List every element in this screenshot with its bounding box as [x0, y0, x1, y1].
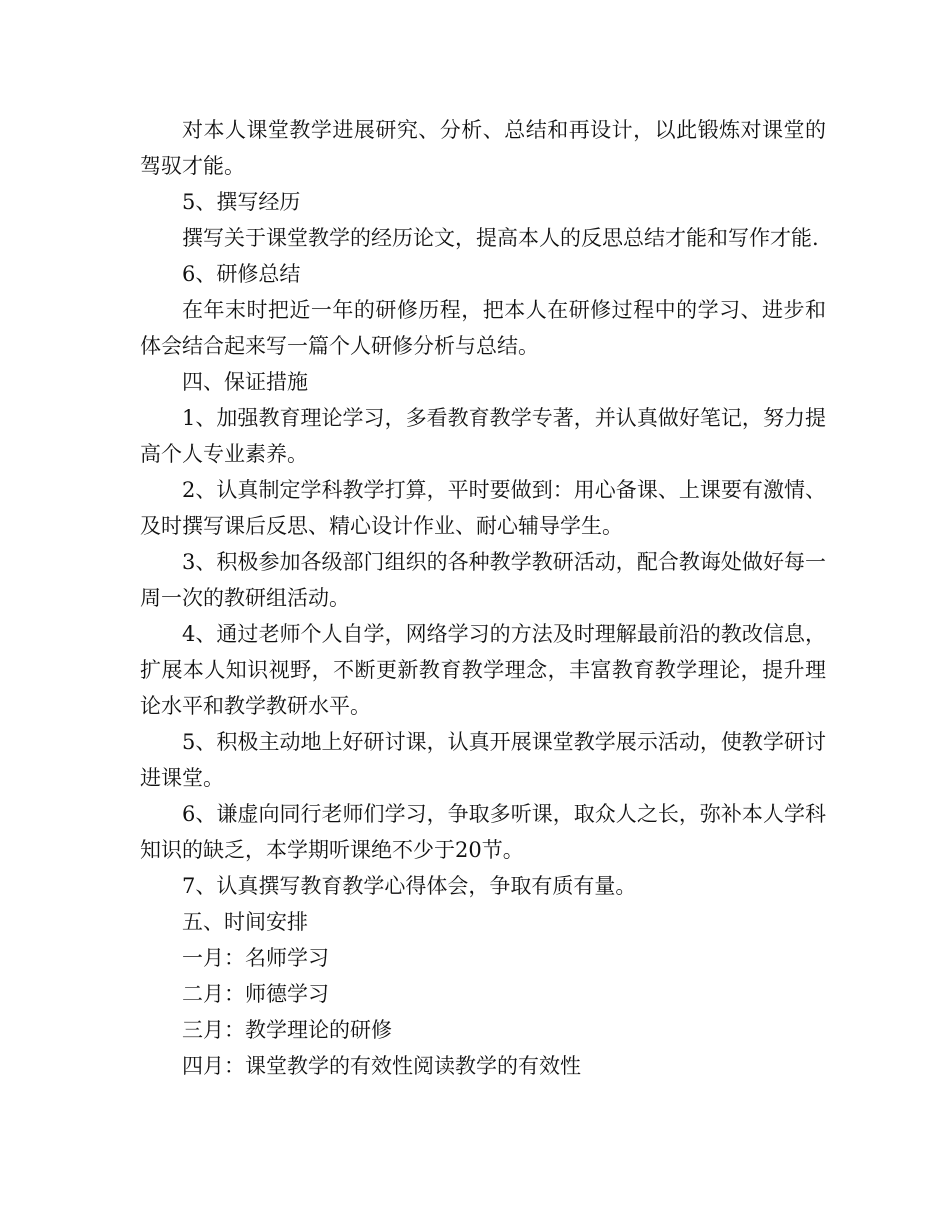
paragraph-measure-5: 5、积极主动地上好研讨课，认真开展课堂教学展示活动，使教学研讨进课堂。	[140, 730, 826, 790]
paragraph-measure-3: 3、积极参加各级部门组织的各种教学教研活动，配合教诲处做好每一周一次的教研组活动。	[140, 550, 826, 610]
schedule-january: 一月：名师学习	[182, 946, 329, 970]
heading-study-summary: 6、研修总结	[182, 262, 301, 286]
schedule-april: 四月：课堂教学的有效性阅读教学的有效性	[182, 1054, 581, 1078]
paragraph-measure-2: 2、认真制定学科教学打算，平时要做到：用心备课、上课要有激情、及时撰写课后反思、精心设计作业、耐心辅导学生。	[140, 478, 826, 538]
heading-guarantee-measures: 四、保证措施	[182, 370, 308, 394]
schedule-february: 二月：师德学习	[182, 982, 329, 1006]
heading-time-schedule: 五、时间安排	[182, 910, 308, 934]
paragraph-classroom-research: 对本人课堂教学进展研究、分析、总结和再设计，以此锻炼对课堂的驾驭才能。	[140, 118, 826, 178]
paragraph-study-summary: 在年末时把近一年的研修历程，把本人在研修过程中的学习、进步和体会结合起来写一篇个人研修分析与总结。	[140, 298, 826, 358]
paragraph-measure-1: 1、加强教育理论学习，多看教育教学专著，并认真做好笔记，努力提高个人专业素养。	[140, 406, 826, 466]
paragraph-measure-4: 4、通过老师个人自学，网络学习的方法及时理解最前沿的教改信息，扩展本人知识视野，不断更新教育教学理念，丰富教育教学理论，提升理论水平和教学教研水平。	[140, 622, 826, 718]
heading-write-experience: 5、撰写经历	[182, 190, 301, 214]
paragraph-measure-7: 7、认真撰写教育教学心得体会，争取有质有量。	[182, 874, 637, 898]
paragraph-measure-6: 6、谦虚向同行老师们学习，争取多听课，取众人之长，弥补本人学科知识的缺乏，本学期听课绝不少于20节。	[140, 802, 826, 862]
schedule-march: 三月：教学理论的研修	[182, 1018, 392, 1042]
paragraph-write-experience: 撰写关于课堂教学的经历论文，提高本人的反思总结才能和写作才能.	[182, 226, 819, 250]
document-body	[140, 112, 826, 1084]
